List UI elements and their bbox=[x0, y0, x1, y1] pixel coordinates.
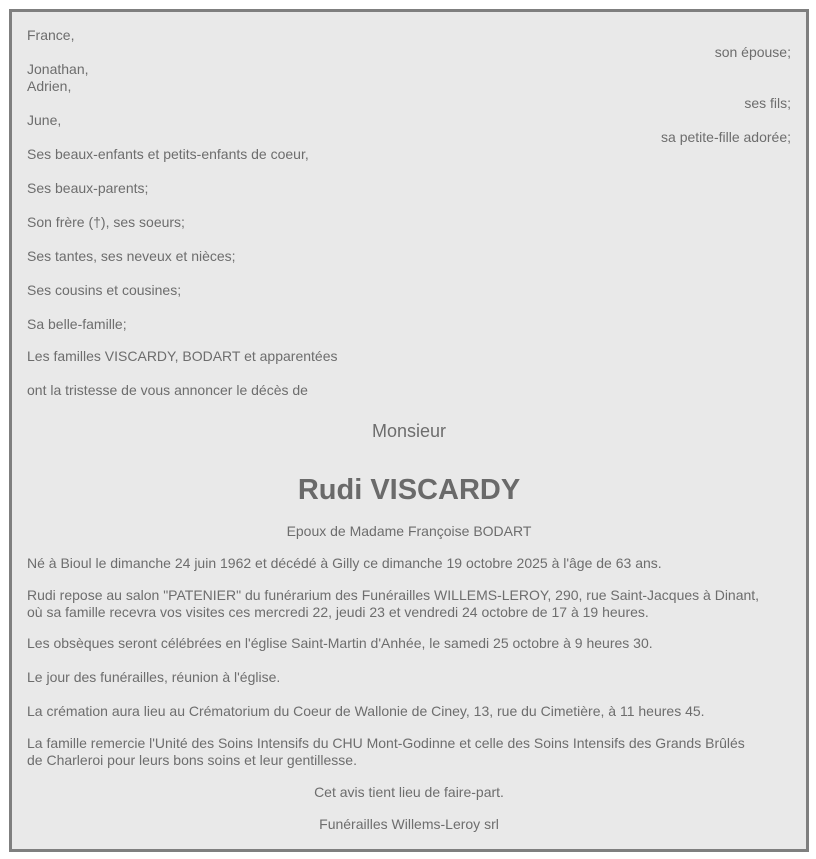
family-line-belle-famille: Sa belle-famille; bbox=[27, 316, 127, 332]
remerciements-line-2: de Charleroi pour leurs bons soins et leur gentillesse. bbox=[27, 752, 357, 768]
family-line-familles: Les familles VISCARDY, BODART et apparentées bbox=[27, 348, 338, 364]
deceased-name: Rudi VISCARDY bbox=[297, 474, 521, 506]
family-role-petite-fille: sa petite-fille adorée; bbox=[661, 129, 791, 145]
announcement-line: ont la tristesse de vous annoncer le décès de bbox=[27, 382, 308, 398]
family-line-adrien: Adrien, bbox=[27, 78, 72, 94]
family-line-france: France, bbox=[27, 27, 75, 43]
birth-death-line: Né à Bioul le dimanche 24 juin 1962 et décédé à Gilly ce dimanche 19 octobre 2025 à l'âge de 63 ans. bbox=[27, 555, 662, 571]
family-line-beaux-enfants: Ses beaux-enfants et petits-enfants de coeur, bbox=[27, 146, 309, 162]
deceased-spouse: Epoux de Madame Françoise BODART bbox=[286, 523, 532, 539]
family-role-epouse: son épouse; bbox=[714, 44, 791, 60]
family-role-fils: ses fils; bbox=[744, 95, 791, 111]
remerciements-line-1: La famille remercie l'Unité des Soins Intensifs du CHU Mont-Godinne et celle des Soins Intensifs des Grands Brûlés bbox=[27, 735, 745, 751]
repose-line-2: où sa famille recevra vos visites ces mercredi 22, jeudi 23 et vendredi 24 octobre de 17 à 19 heures. bbox=[27, 604, 649, 620]
faire-part-line: Cet avis tient lieu de faire-part. bbox=[314, 784, 504, 800]
family-line-june: June, bbox=[27, 112, 62, 128]
repose-line-1: Rudi repose au salon "PATENIER" du funérarium des Funérailles WILLEMS-LEROY, 290, rue Saint-Jacques à Dinant, bbox=[27, 587, 760, 603]
family-line-frere-soeurs: Son frère (†), ses soeurs; bbox=[27, 214, 185, 230]
funeral-home-name: Funérailles Willems-Leroy srl bbox=[319, 816, 499, 832]
family-line-tantes: Ses tantes, ses neveux et nièces; bbox=[27, 248, 236, 264]
family-line-beaux-parents: Ses beaux-parents; bbox=[27, 180, 149, 196]
family-line-jonathan: Jonathan, bbox=[27, 61, 89, 77]
obseques-line: Les obsèques seront célébrées en l'église Saint-Martin d'Anhée, le samedi 25 octobre à 9 heures 30. bbox=[27, 635, 653, 651]
obituary-notice bbox=[9, 9, 809, 852]
cremation-line: La crémation aura lieu au Crématorium du Coeur de Wallonie de Ciney, 13, rue du Cimetière, à 11 heures 45. bbox=[27, 703, 705, 719]
family-line-cousins: Ses cousins et cousines; bbox=[27, 282, 182, 298]
deceased-title: Monsieur bbox=[371, 421, 447, 441]
reunion-line: Le jour des funérailles, réunion à l'église. bbox=[27, 669, 281, 685]
